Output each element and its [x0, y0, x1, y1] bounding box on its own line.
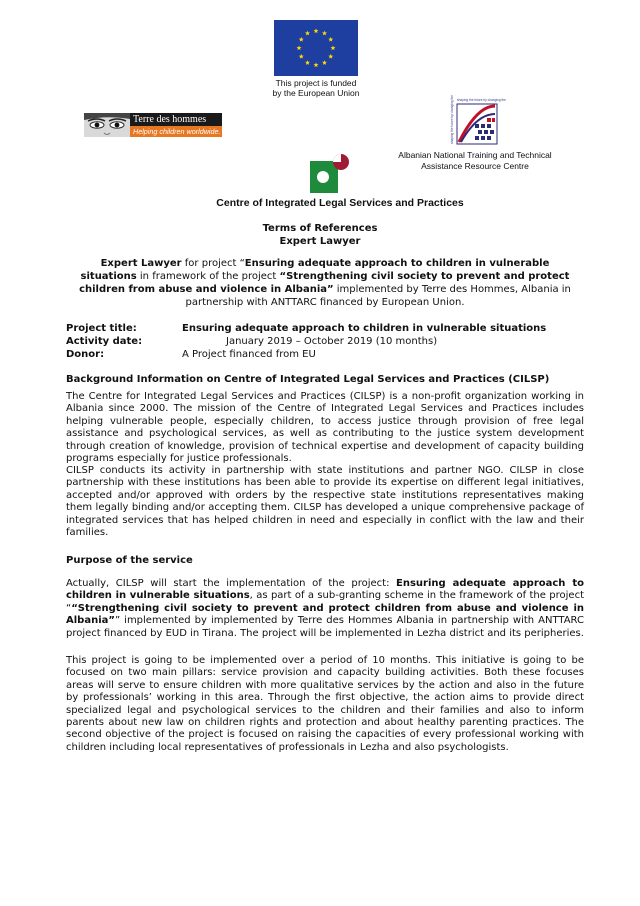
eu-caption-line-1: This project is funded — [275, 78, 357, 88]
eu-star — [314, 62, 319, 67]
anttarc-caption-line-2: Assistance Resource Centre — [421, 161, 529, 171]
project-title-value: Ensuring adequate approach to children in vulnerable situations — [182, 323, 547, 334]
terre-des-hommes-logo — [84, 113, 222, 137]
tdh-name-text: Terre des hommes — [130, 113, 222, 126]
eu-star — [328, 37, 333, 42]
purpose-paragraph-2: This project is going to be implemented over a period of 10 months. This initiative is going to be focused on two main pillars: service provision and capacity building activities. Both these focuses areas will serve to ensure children with more qualitative services by the action and also in the future by professionals’ working in this area. Through the first objective, the action aims to provide direct specialized legal and psychological services to the children and their families and also to inform parents about new law on children rights and protection and about healthy parenting practices. The second objective of the project is focused on raising the capacities of every professional working with children including local representatives of professionals in Lezha and also psychologists. — [66, 655, 584, 753]
eu-star — [299, 37, 304, 42]
eu-star — [331, 45, 336, 50]
intro-project-name: Ensuring adequate approach to children in vulnerable situations — [80, 258, 550, 282]
donor-label: Donor: — [66, 349, 105, 360]
document-subtitle: Expert Lawyer — [279, 236, 361, 247]
anttarc-tagline-top: shaping the future by changing the — [457, 98, 506, 102]
tdh-tagline-text: Helping children worldwide. — [130, 126, 222, 137]
eu-flag-logo — [274, 20, 358, 76]
activity-date-label: Activity date: — [66, 336, 143, 347]
eu-star — [305, 31, 310, 36]
intro-text-1: for project “ — [181, 258, 245, 269]
purpose-paragraph-1 — [66, 578, 584, 640]
eu-star — [322, 60, 327, 65]
anttarc-tagline-vertical: shaping the future by changing the — [450, 95, 454, 144]
eu-caption-line-2: by the European Union — [272, 88, 360, 98]
cilsp-name: Centre of Integrated Legal Services and Practices — [216, 197, 464, 209]
eu-star — [328, 54, 333, 59]
purpose-text-3: ” implemented by implemented by Terre des Hommes Albania in partnership with ANTTARC project financed by EUD in Tirana. The project will be implemented in Lezha district and its peripheries. — [66, 615, 584, 639]
intro-text-3: implemented by Terre des Hommes, Albania in partnership with ANTTARC financed by European Union. — [185, 284, 571, 308]
background-paragraph-1: The Centre for Integrated Legal Services and Practices (CILSP) is a non-profit organization working in Albania since 2000. The mission of the Centre of Integrated Legal Services and Practices includes helping vulnerable people, especially children, to access justice through provision of free legal assistance and psychological services, as well as contributing to the justice system development through creation of knowledge, provision of technical expertise and development of capacity building programs especially for justice professionals. — [66, 391, 584, 465]
intro-text-2: in framework of the project — [136, 271, 280, 282]
cilsp-logo — [310, 153, 350, 195]
background-paragraph-2: CILSP conducts its activity in partnership with state institutions and partner NGO. CILSP in close partnership with these institutions has been able to provide its expertise on different legal initiatives, accepted and/or approved with orders by the respective state institutions representatives making them legally binding and/or accepting them. CILSP has developed a unique comprehensive package of integrated services that has helped children in need and especially in conflict with the law and their families. — [66, 465, 584, 539]
purpose-parent-project: “Strengthening civil society to prevent and protect children from abuse and violence in Albania” — [66, 602, 584, 627]
document-title-block — [160, 222, 480, 248]
purpose-heading: Purpose of the service — [66, 555, 193, 566]
purpose-project-name: Ensuring adequate approach to children in vulnerable situations — [66, 578, 584, 602]
background-heading: Background Information on Centre of Integrated Legal Services and Practices (CILSP) — [66, 374, 550, 385]
eu-star — [297, 45, 302, 50]
document-title: Terms of References — [262, 223, 378, 234]
eu-star — [322, 31, 327, 36]
intro-paragraph — [72, 257, 578, 309]
eu-star — [299, 54, 304, 59]
anttarc-caption-line-1: Albanian National Training and Technical — [398, 150, 552, 160]
eu-funding-caption — [262, 78, 370, 98]
child-eyes-image — [84, 113, 130, 137]
intro-parent-project: “Strengthening civil society to prevent and protect children from abuse and violence in Albania” — [79, 271, 570, 295]
purpose-text-2: , as part of a sub-granting scheme in the framework of the project “ — [66, 590, 584, 614]
activity-date-value: January 2019 – October 2019 (10 months) — [226, 336, 438, 347]
anttarc-caption — [370, 150, 580, 172]
eu-star — [305, 60, 310, 65]
intro-role: Expert Lawyer — [100, 258, 182, 269]
eu-star — [314, 28, 319, 33]
donor-value: A Project financed from EU — [182, 349, 316, 360]
purpose-text-1: Actually, CILSP will start the implementation of the project: — [66, 578, 397, 589]
anttarc-logo — [447, 95, 506, 148]
eu-stars-icon — [274, 20, 358, 76]
project-title-label: Project title: — [66, 323, 137, 334]
